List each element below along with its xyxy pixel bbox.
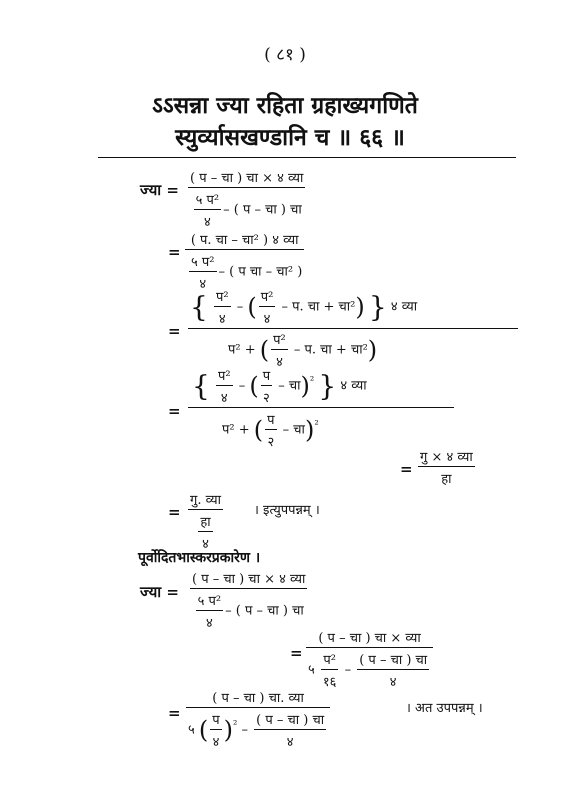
eq9-equals: = (168, 704, 181, 722)
eq2-den-fraction (189, 252, 217, 292)
eq9-den-f1 (210, 710, 221, 750)
eq3-den-open-paren: ( (259, 336, 270, 364)
section2-label: पूर्वोदितभास्करप्रकारेण । (138, 550, 261, 566)
eq9-note: । अत उपपन्नम् । (406, 701, 483, 716)
eq2-den-bottom: ४ (189, 271, 217, 292)
eq4-den-f-bot: २ (265, 429, 276, 450)
eq7-numerator: ( प – चा ) चा × ४ व्या (192, 572, 306, 587)
eq5-equals: = (400, 460, 413, 478)
eq4-close-paren: ) (300, 372, 310, 400)
eq4-den-square: ² (314, 418, 319, 432)
eq7-den-rest: – ( प – चा ) चा (225, 603, 304, 619)
eq4-num-f2-top: प (262, 369, 271, 384)
eq4-num-rest: – चा (278, 378, 301, 394)
eq9-den-square: ² (233, 718, 238, 732)
eq9-numerator: ( प – चा ) चा. व्या (212, 691, 304, 706)
eq6-fraction (188, 490, 223, 552)
eq3-num-f1 (214, 287, 231, 327)
eq3-den-f-bot: ४ (271, 349, 288, 370)
eq3-den-lead: प² + (228, 342, 256, 358)
eq1-fraction (188, 168, 305, 230)
eq5-fraction (418, 447, 475, 487)
eq3-num-f2-top: प² (260, 290, 274, 305)
eq9-close-paren: ) (223, 716, 234, 744)
verse-heading-line1: ऽऽसन्ना ज्या रहिता ग्रहाख्यगणिते (152, 92, 418, 119)
eq3-open-brace: { (190, 290, 208, 324)
eq4-den-close-paren: ) (304, 416, 315, 444)
eq8-den-lead: ५ (308, 662, 315, 678)
eq3-den-rest: – प. चा + चा² (293, 342, 368, 358)
eq4-num-square: ² (309, 374, 315, 388)
eq2-den-rest: – ( प चा – चा² ) (218, 264, 303, 280)
eq9-fraction (186, 688, 330, 750)
eq8-den-f2-bot: ४ (357, 669, 429, 690)
eq6-equals: = (168, 503, 181, 521)
eq9-denominator (186, 707, 330, 750)
eq4-open-paren: ( (249, 372, 259, 400)
eq3-num-f1-bot: ४ (214, 306, 231, 327)
eq4-num-tail: ४ व्या (340, 378, 367, 394)
eq8-denominator (306, 647, 433, 690)
eq8-den-f1 (321, 650, 339, 690)
eq7-den-bottom: ४ (196, 610, 224, 631)
eq8-numerator: ( प – चा ) चा × व्या (318, 631, 421, 646)
eq3-num-tail: ४ व्या (390, 299, 418, 315)
eq8-den-f2-top: ( प – चा ) चा (359, 653, 428, 668)
eq7-den-fraction (196, 591, 224, 631)
eq1-numerator: ( प – चा ) चा × ४ व्या (190, 171, 304, 186)
eq2-den-top: ५ प² (191, 255, 215, 270)
eq9-den-f1-bot: ४ (210, 729, 221, 750)
eq3-num-f1-top: प² (215, 290, 229, 305)
eq4-num-f2 (261, 366, 272, 406)
eq9-den-f1-top: प (212, 713, 220, 728)
eq4-denominator (222, 410, 319, 450)
eq8-fraction (306, 628, 433, 690)
eq4-close-brace: } (318, 369, 337, 403)
eq4-equals: = (168, 402, 181, 420)
eq7-lhs: ज्या = (140, 583, 179, 601)
eq8-den-f2 (357, 650, 429, 690)
eq1-den-top: ५ प² (195, 193, 220, 208)
eq3-close-paren: ) (355, 293, 365, 321)
eq1-den-rest: – ( प – चा ) चा (223, 202, 302, 218)
eq5-numerator: गु × ४ व्या (420, 450, 473, 465)
eq4-fraction-bar (188, 407, 454, 408)
eq3-open-paren: ( (247, 293, 257, 321)
eq3-den-f (271, 330, 288, 370)
eq7-fraction (190, 569, 307, 631)
eq9-den-minus: – (241, 722, 249, 738)
eq1-den-fraction (194, 190, 222, 230)
verse-heading-line2: स्युर्व्यासखण्डानि च ॥ ६६ ॥ (175, 124, 405, 151)
eq3-num-f2 (259, 287, 276, 327)
heading-rule (98, 157, 516, 158)
eq3-num-minus: – (236, 299, 244, 315)
eq6-den-fraction (198, 512, 212, 552)
eq4-den-f-top: प (267, 413, 275, 428)
eq4-den-rest: – चा (282, 422, 305, 438)
eq6-numerator: गु. व्या (190, 493, 221, 508)
eq4-num-f2-bot: २ (261, 385, 272, 406)
eq3-fraction-bar (188, 328, 518, 329)
eq3-num-f2-bot: ४ (259, 306, 276, 327)
eq3-den-f-top: प² (273, 333, 286, 348)
eq3-num-rest: – प. चा + चा² (281, 299, 356, 315)
eq4-open-brace: { (192, 369, 210, 403)
eq4-numerator (192, 366, 367, 406)
eq6-denominator (188, 509, 223, 552)
eq5-denominator: हा (418, 466, 475, 487)
eq4-den-f (265, 410, 276, 450)
eq9-open-paren: ( (198, 716, 209, 744)
eq8-den-minus: – (344, 662, 352, 678)
eq3-numerator (190, 287, 417, 327)
eq6-den-top: हा (200, 515, 211, 530)
eq3-equals: = (168, 322, 181, 340)
eq4-num-f1-bot: ४ (216, 385, 233, 406)
eq1-den-bottom: ४ (194, 209, 222, 230)
eq8-den-f1-top: प² (323, 653, 336, 668)
eq9-den-f2-top: ( प – चा ) चा (256, 713, 325, 728)
eq3-denominator (228, 330, 377, 370)
eq4-num-f1-top: प² (217, 369, 231, 384)
eq7-den-top: ५ प² (197, 594, 222, 609)
eq2-denominator (185, 249, 304, 292)
eq6-den-bottom: ४ (198, 531, 212, 552)
eq8-den-f1-bot: १६ (321, 669, 339, 690)
eq9-den-f2-bot: ४ (254, 729, 326, 750)
page-number: ( ८१ ) (264, 45, 306, 65)
eq4-num-f1 (216, 366, 233, 406)
eq7-denominator (190, 588, 307, 631)
eq2-equals: = (168, 243, 181, 261)
eq8-equals: = (290, 644, 303, 662)
eq9-den-f2 (254, 710, 326, 750)
eq1-denominator (188, 187, 305, 230)
eq4-den-open-paren: ( (253, 416, 264, 444)
eq2-fraction (185, 230, 304, 292)
eq1-lhs: ज्या = (140, 181, 179, 199)
eq4-den-lead: प² + (222, 422, 250, 438)
eq2-numerator: ( प. चा – चा² ) ४ व्या (190, 233, 299, 248)
eq6-note: । इत्युपपन्नम् । (254, 503, 320, 518)
eq3-close-brace: } (368, 290, 387, 324)
eq4-num-minus: – (238, 378, 246, 394)
eq9-den-lead: ५ (188, 722, 195, 738)
eq3-den-close-paren: ) (367, 336, 378, 364)
